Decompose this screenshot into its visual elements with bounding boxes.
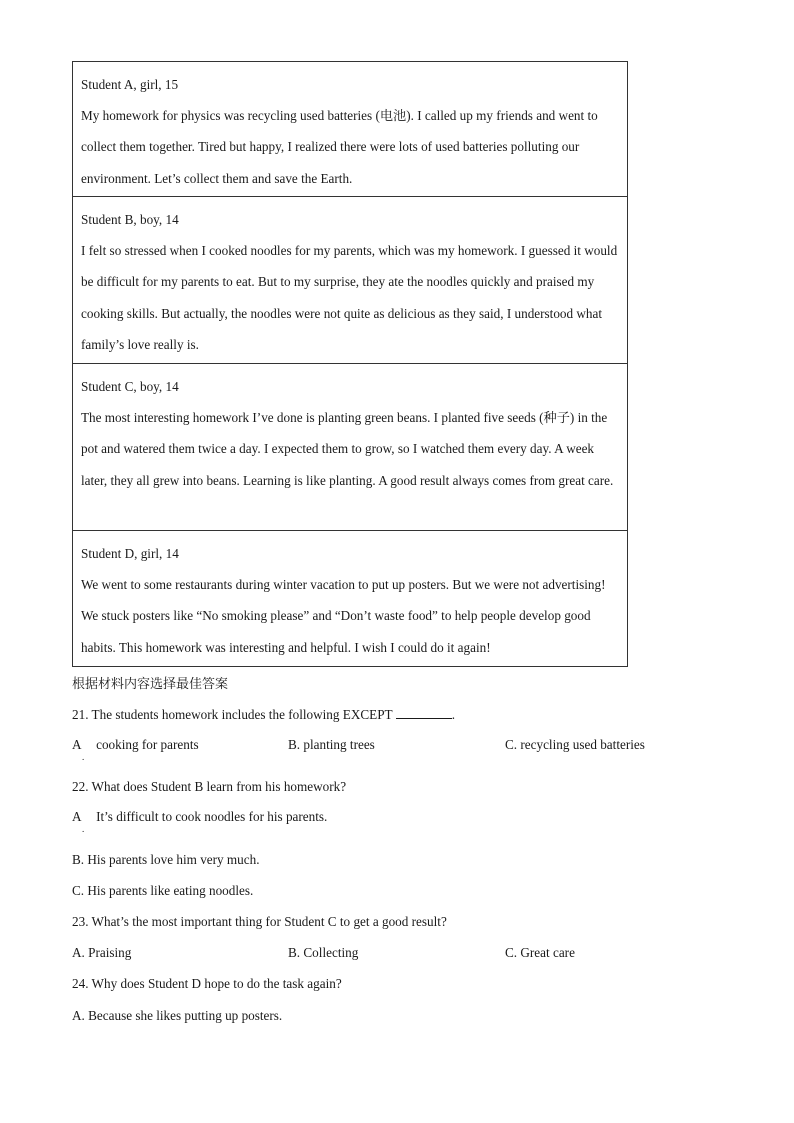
passage-student-d <box>73 531 627 666</box>
option-text: cooking for parents <box>96 737 199 752</box>
passage-heading: Student B, boy, 14 <box>81 212 179 227</box>
option-text: It’s difficult to cook noodles for his parents. <box>96 809 328 824</box>
question-21-option-b[interactable]: B. planting trees <box>288 737 375 752</box>
question-23-option-c[interactable]: C. Great care <box>505 945 575 960</box>
passage-student-b <box>73 197 627 364</box>
passage-text: My homework for physics was recycling used batteries (电池). I called up my friends and went to collect them together. Tired but happy, I realized there were lots of used batteries polluting our environment. Let’s collect them and save the Earth. <box>81 108 598 186</box>
question-21-option-c[interactable]: C. recycling used batteries <box>505 737 645 752</box>
option-letter: A <box>72 737 81 752</box>
option-dot-mark: . <box>82 752 85 762</box>
question-23-stem: 23. What’s the most important thing for Student C to get a good result? <box>72 914 447 929</box>
passage-heading: Student C, boy, 14 <box>81 379 179 394</box>
passage-student-c <box>73 364 627 531</box>
question-22-stem: 22. What does Student B learn from his homework? <box>72 779 347 794</box>
passage-heading: Student D, girl, 14 <box>81 546 179 561</box>
option-letter: A <box>72 809 81 824</box>
passage-table <box>72 61 628 667</box>
passage-text: I felt so stressed when I cooked noodles for my parents, which was my homework. I guessed it would be difficult for my parents to eat. But to my surprise, they ate the noodles quickly and praised my cooking skills. But actually, the noodles were not quite as delicious as they said, I understood what family’s love really is. <box>81 243 618 352</box>
answer-blank <box>396 706 452 719</box>
passage-text: The most interesting homework I’ve done is planting green beans. I planted five seeds (种子) in the pot and watered them twice a day. I expected them to grow, so I watched them every day. A week later, they all grew into beans. Learning is like planting. A good result always comes from great care. <box>81 410 614 488</box>
question-21-option-a[interactable] <box>72 737 199 753</box>
question-22-option-b[interactable]: B. His parents love him very much. <box>72 852 260 867</box>
question-text: 21. The students homework includes the following EXCEPT <box>72 707 393 722</box>
question-23-option-b[interactable]: B. Collecting <box>288 945 359 960</box>
question-21-stem <box>72 706 455 723</box>
passage-heading: Student A, girl, 15 <box>81 77 179 92</box>
question-24-stem: 24. Why does Student D hope to do the task again? <box>72 976 342 991</box>
passage-text: We went to some restaurants during winter vacation to put up posters. But we were not advertising! We stuck posters like “No smoking please” and “Don’t waste food” to help people develop good habits. This homework was interesting and helpful. I wish I could do it again! <box>81 577 606 655</box>
question-22-option-c[interactable]: C. His parents like eating noodles. <box>72 883 254 898</box>
instruction-text: 根据材料内容选择最佳答案 <box>72 677 229 692</box>
option-dot-mark: . <box>82 824 85 834</box>
passage-student-a <box>73 62 627 197</box>
question-24-option-a[interactable]: A. Because she likes putting up posters. <box>72 1008 283 1023</box>
question-end: . <box>451 707 455 722</box>
question-23-option-a[interactable]: A. Praising <box>72 945 132 960</box>
question-22-option-a[interactable] <box>72 809 327 825</box>
